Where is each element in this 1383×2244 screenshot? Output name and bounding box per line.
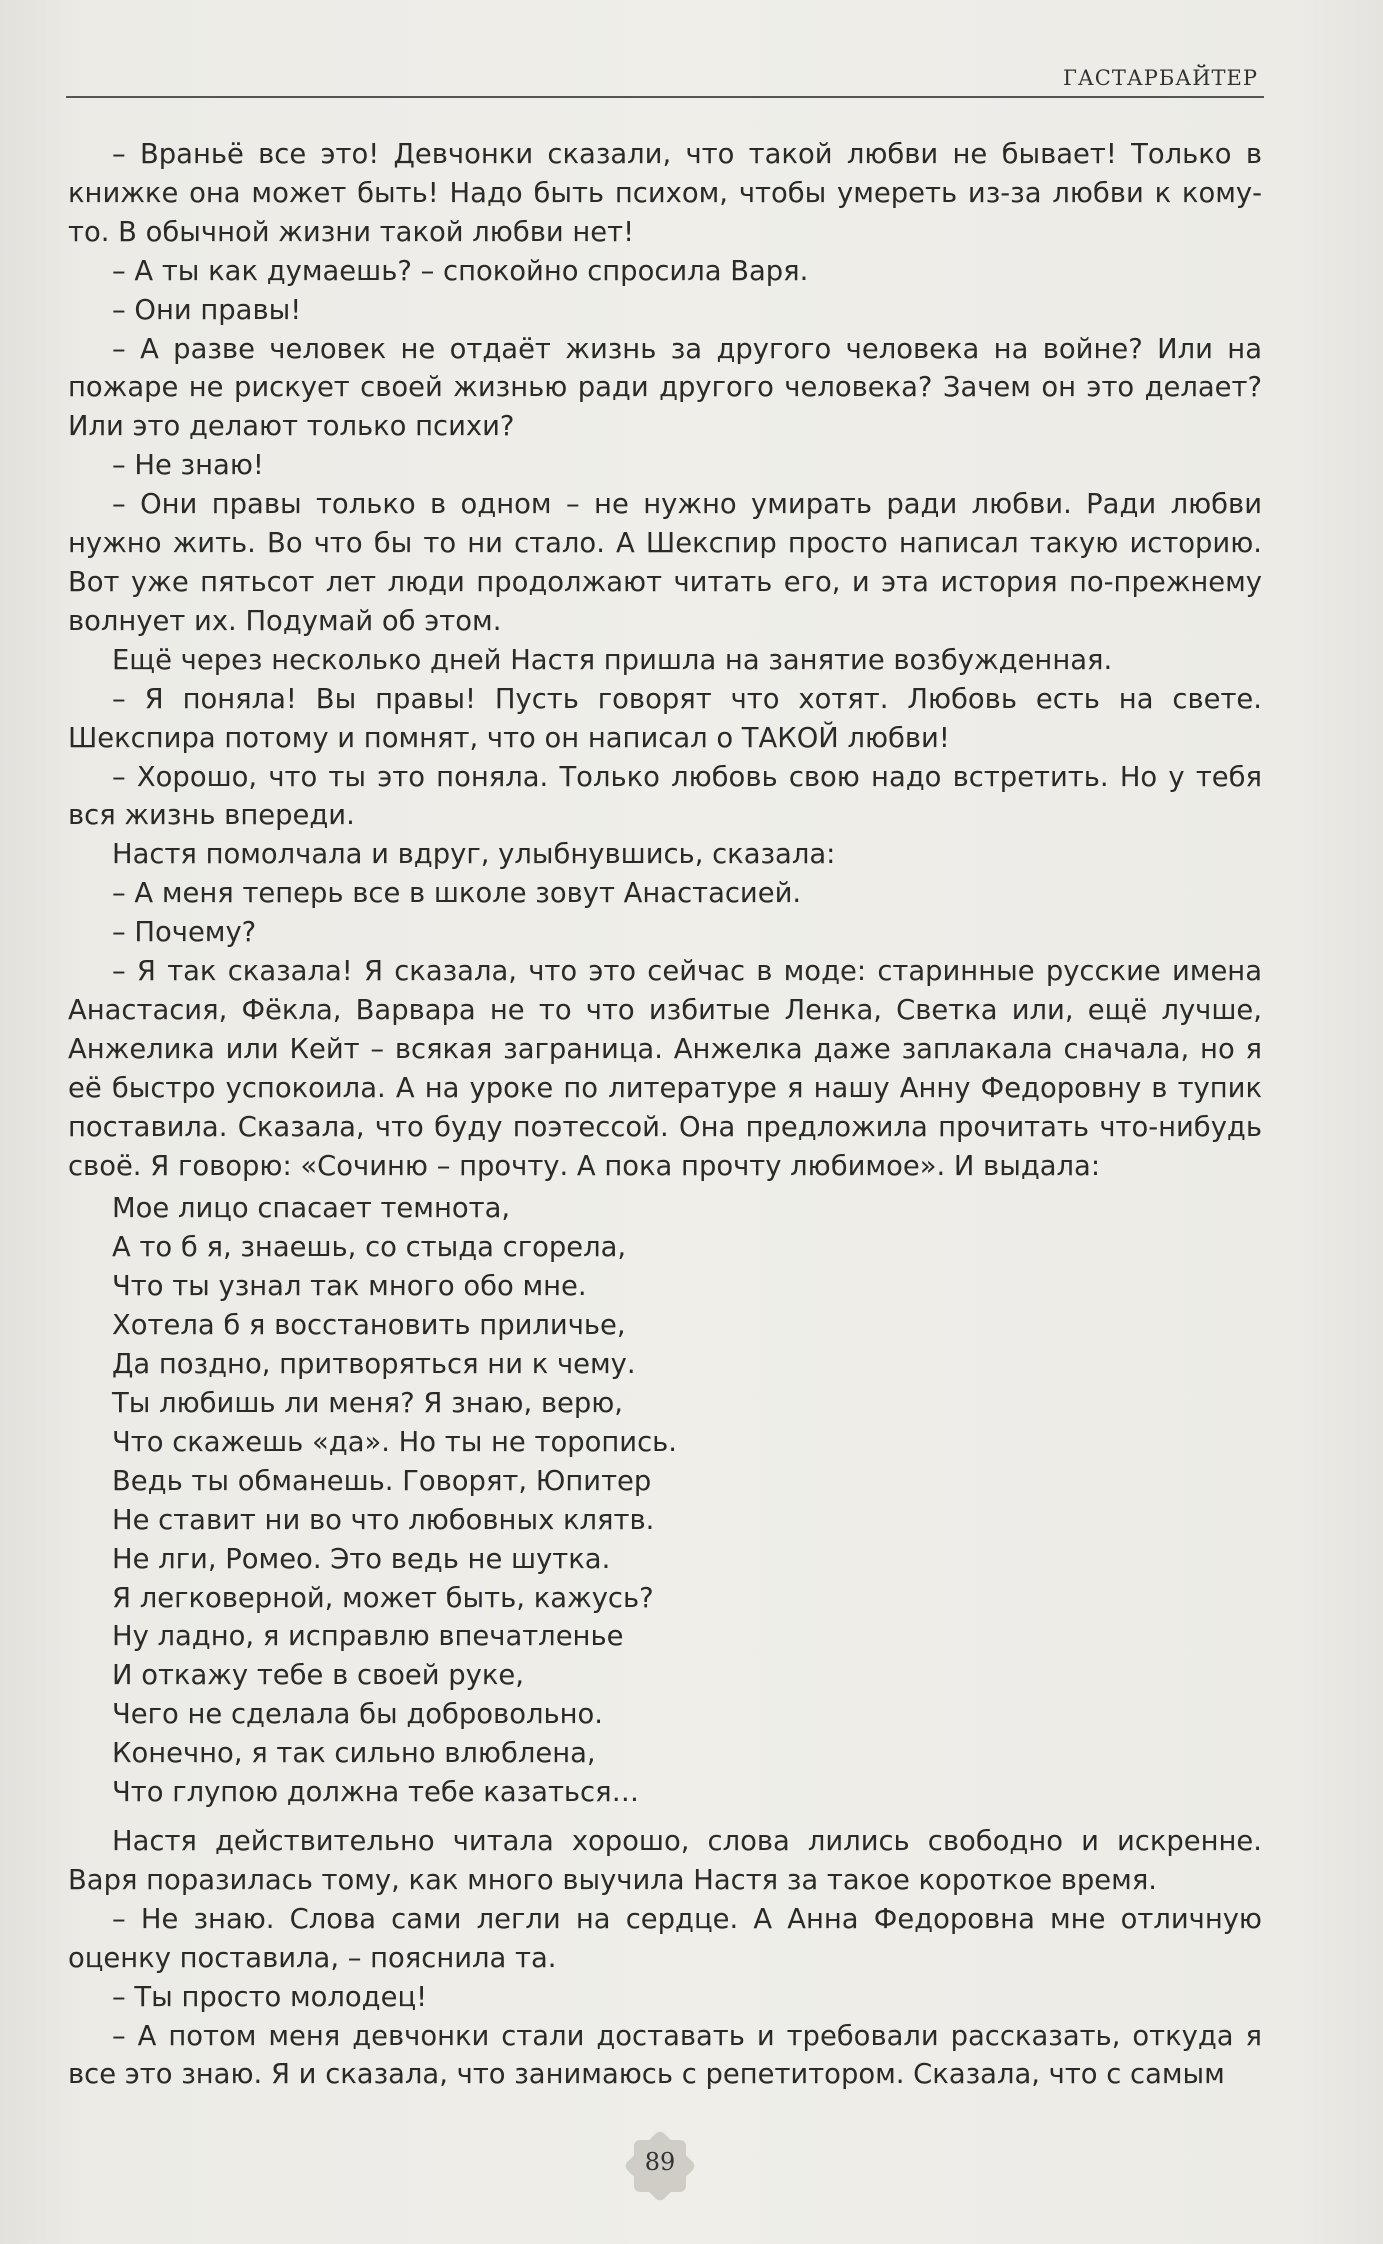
verse-line: Не ставит ни во что любовных клятв. xyxy=(112,1504,655,1536)
paragraph: – А разве человек не отдаёт жизнь за другого человека на войне? Или на пожаре не рискует своей жизнью ради другого человека? Зачем он это делает? Или это делают только психи? xyxy=(68,333,1262,443)
verse-line: Что скажешь «да». Но ты не торопись. xyxy=(112,1426,677,1458)
paragraph: – Хорошо, что ты это поняла. Только любовь свою надо встретить. Но у тебя вся жизнь впереди. xyxy=(68,761,1262,832)
verse-line: Мое лицо спасает темнота, xyxy=(112,1193,511,1225)
verse-line: Чего не сделала бы добровольно. xyxy=(112,1699,603,1731)
body-text xyxy=(68,136,1262,2095)
verse-line: Что глупою должна тебе казаться… xyxy=(112,1777,639,1809)
page-number-ornament xyxy=(620,2126,700,2206)
verse-line: Ты любишь ли меня? Я знаю, верю, xyxy=(112,1388,624,1419)
paragraph: – А ты как думаешь? – спокойно спросила Варя. xyxy=(112,255,809,287)
paragraph: – А потом меня девчонки стали доставать и требовали рассказать, откуда я все это знаю. Я и сказала, что занимаюсь с репетитором. Сказала, что с самым xyxy=(68,2020,1262,2091)
poem-verse xyxy=(112,1190,1262,1813)
paragraph: – Не знаю. Слова сами легли на сердце. А Анна Федоровна мне отличную оценку поставила, – пояснила та. xyxy=(68,1903,1262,1974)
verse-line: Я легковерной, может быть, кажусь? xyxy=(112,1582,654,1614)
paragraph: – Не знаю! xyxy=(112,450,264,482)
verse-line: Не лги, Ромео. Это ведь не шутка. xyxy=(112,1543,611,1575)
paragraph: Настя действительно читала хорошо, слова лились свободно и искренне. Варя поразилась тому, как много выучила Настя за такое короткое время. xyxy=(68,1825,1262,1896)
verse-line: Что ты узнал так много обо мне. xyxy=(112,1271,587,1303)
verse-line: И откажу тебе в своей руке, xyxy=(112,1660,524,1692)
running-head: ГАСТАРБАЙТЕР xyxy=(1062,66,1258,90)
paragraph: – А меня теперь все в школе зовут Анастасией. xyxy=(112,878,802,910)
paragraph: – Почему? xyxy=(112,917,257,949)
verse-line: Конечно, я так сильно влюблена, xyxy=(112,1738,596,1770)
paragraph: – Я так сказала! Я сказала, что это сейчас в моде: старинные русские имена Анастасия, Фёкла, Варвара не то что избитые Ленка, Светка или, ещё лучше, Анжелика или Кейт – всякая заграница. Анжелка даже заплакала сначала, но я её быстро успокоила. А на уроке по литературе я нашу Анну Федоровну в тупик поставила. Сказала, что буду поэтессой. Она предложила прочитать что-нибудь своё. Я говорю: «Сочиню – прочту. А пока прочту любимое». И выдала: xyxy=(68,956,1262,1182)
paragraph: – Ты просто молодец! xyxy=(112,1981,428,2013)
verse-line: Да поздно, притворяться ни к чему. xyxy=(112,1349,636,1381)
verse-line: Ведь ты обманешь. Говорят, Юпитер xyxy=(112,1465,652,1497)
verse-line: Хотела б я восстановить приличье, xyxy=(112,1310,626,1342)
page-header xyxy=(66,64,1264,98)
paragraph: – Они правы! xyxy=(112,294,302,326)
paragraph: – Я поняла! Вы правы! Пусть говорят что хотят. Любовь есть на свете. Шекспира потому и помнят, что он написал о ТАКОЙ любви! xyxy=(68,683,1262,754)
paragraph: Ещё через несколько дней Настя пришла на занятие возбужденная. xyxy=(112,644,1113,676)
page-number: 89 xyxy=(644,2148,676,2176)
paragraph: – Враньё все это! Девчонки сказали, что такой любви не бывает! Только в книжке она может быть! Надо быть психом, чтобы умереть из-за любви к кому-то. В обычной жизни такой любви нет! xyxy=(68,139,1262,248)
paragraph: Настя помолчала и вдруг, улыбнувшись, сказала: xyxy=(112,839,836,871)
verse-line: Ну ладно, я исправлю впечатленье xyxy=(112,1621,624,1653)
verse-line: А то б я, знаешь, со стыда сгорела, xyxy=(112,1232,627,1264)
paragraph: – Они правы только в одном – не нужно умирать ради любви. Ради любви нужно жить. Во что бы то ни стало. А Шекспир просто написал такую историю. Вот уже пятьсот лет люди продолжают читать его, и эта история по-прежнему волнует их. Подумай об этом. xyxy=(68,489,1262,637)
